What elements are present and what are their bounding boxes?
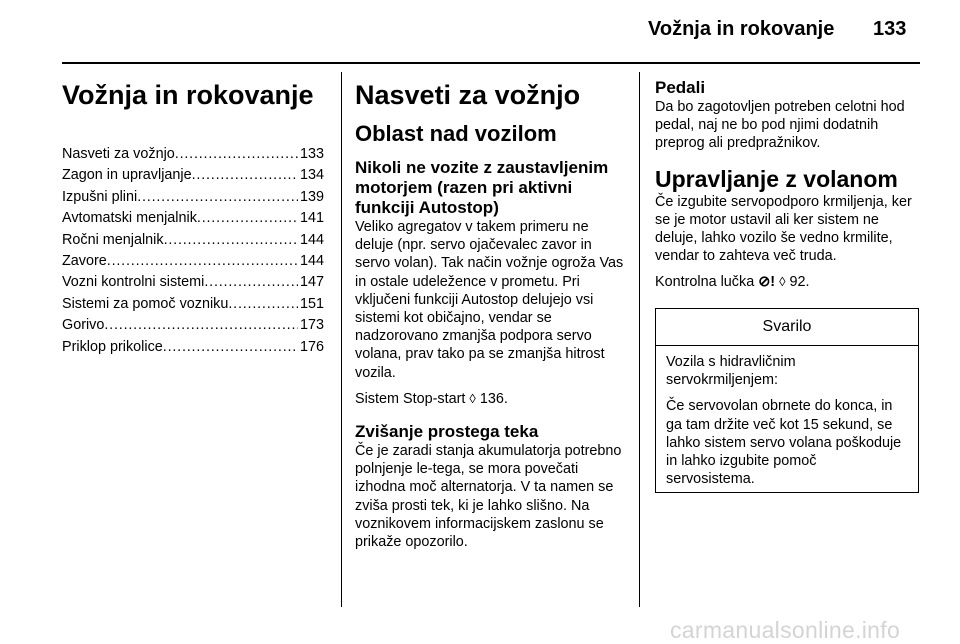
toc-item[interactable] (62, 230, 324, 251)
toc-item-page: 141 (299, 210, 324, 227)
toc-leader (192, 165, 298, 186)
idle-speed-heading: Zvišanje prostega teka (355, 422, 539, 442)
toc-item[interactable] (62, 144, 324, 165)
toc-list (62, 144, 324, 358)
stopstart-label: Sistem Stop-start (355, 390, 466, 407)
page-reference-icon: ◊ (469, 390, 476, 406)
control-light-reference (655, 273, 920, 291)
column-divider (341, 72, 342, 607)
warning-paragraph: Če servovolan obrnete do konca, in ga tam držite več kot 15 sekund, se lahko sistem servo volana poškoduje in lahko izgubite pomoč servosistema. (666, 398, 902, 488)
toc-item-label: Ročni menjalnik (62, 231, 164, 248)
warning-heading: Svarilo (656, 309, 918, 346)
watermark: carmanualsonline.info (670, 617, 901, 643)
toc-item[interactable] (62, 337, 324, 358)
toc-item-label: Izpušni plini (62, 188, 138, 205)
chapter-toc-column (62, 72, 324, 358)
subsection-title: Oblast nad vozilom (355, 121, 557, 146)
steering-warning-light-icon: ⊘! (758, 274, 776, 291)
toc-item-page: 133 (299, 146, 324, 162)
pedals-paragraph: Da bo zagotovljen potreben celotni hod pedal, naj ne bo pod njimi dodatnih preprog ali predpražnikov. (655, 99, 905, 152)
driving-hints-column (355, 72, 625, 551)
toc-leader (164, 230, 298, 251)
toc-item-label: Zagon in upravljanje (62, 167, 192, 184)
toc-item-label: Nasveti za vožnjo (62, 146, 175, 162)
toc-item-page: 144 (299, 231, 324, 248)
idle-speed-paragraph: Če je zaradi stanja akumulatorja potrebno polnjenje le-tega, se mora povečati izhodna moč alternatorja. V ta namen se zviša prosti tek, ki je lahko slišno. Na voznikovem informacijskem zaslonu se prikaže opozorilo. (355, 443, 622, 551)
toc-item[interactable] (62, 187, 324, 208)
toc-item-page: 151 (299, 295, 324, 312)
toc-leader (104, 315, 298, 336)
toc-item-label: Zavore (62, 253, 107, 270)
autostop-heading: Nikoli ne vozite z zaustavljenim motorjem (razen pri aktivni funkciji Autostop) (355, 158, 609, 217)
autostop-paragraph: Veliko agregatov v takem primeru ne deluje (npr. servo ojačevalec zavor in servo volan). Tak način vožnje ogroža Vas in ostale udeležence v prometu. Pri vključeni funkciji Autostop delujejo vsi sistemi kot običajno, vendar se nadzorovano zmanjša podpora servo volana, prav tako pa se zmanjša hitrost vozila. (355, 219, 624, 381)
chapter-title: Vožnja in rokovanje (62, 80, 314, 110)
control-light-page-link[interactable]: 92. (789, 274, 810, 291)
page-number: 133 (873, 18, 907, 40)
stopstart-page-link[interactable]: 136. (479, 390, 508, 407)
warning-body (656, 346, 918, 488)
stopstart-reference (355, 390, 625, 408)
toc-item-page: 134 (299, 167, 324, 184)
toc-item[interactable] (62, 208, 324, 229)
toc-item-label: Vozni kontrolni sistemi (62, 274, 205, 291)
toc-leader (137, 187, 298, 208)
toc-leader (175, 144, 298, 165)
toc-leader (197, 208, 298, 229)
toc-item-page: 144 (299, 253, 324, 270)
toc-item[interactable] (62, 272, 324, 293)
toc-leader (107, 251, 298, 272)
warning-paragraph: Vozila s hidravličnim servokrmiljenjem: (666, 354, 796, 389)
pedals-steering-column (655, 72, 920, 292)
control-light-label: Kontrolna lučka (655, 274, 755, 291)
toc-leader (204, 272, 298, 293)
toc-item[interactable] (62, 315, 324, 336)
toc-item[interactable] (62, 251, 324, 272)
steering-paragraph: Če izgubite servopodporo krmiljenja, ker se je motor ustavil ali ker sistem ne deluje, lahko vozilo še vedno krmilite, vendar to zahteva več truda. (655, 193, 912, 265)
section-title: Nasveti za vožnjo (355, 80, 581, 110)
toc-leader (163, 337, 298, 358)
page-reference-icon: ◊ (779, 274, 786, 290)
toc-item-page: 147 (299, 274, 324, 291)
toc-item[interactable] (62, 165, 324, 186)
header-rule (62, 62, 920, 64)
toc-item-page: 139 (299, 188, 324, 205)
toc-item-label: Gorivo (62, 317, 105, 334)
toc-leader (228, 294, 298, 315)
steering-heading: Upravljanje z volanom (655, 165, 898, 192)
column-divider (639, 72, 640, 607)
toc-item-label: Priklop prikolice (62, 338, 163, 355)
running-header-title: Vožnja in rokovanje (648, 18, 835, 40)
pedals-heading: Pedali (655, 78, 706, 97)
toc-item[interactable] (62, 294, 324, 315)
toc-item-page: 173 (299, 317, 324, 334)
toc-item-page: 176 (299, 338, 324, 355)
warning-box (655, 308, 919, 493)
toc-item-label: Avtomatski menjalnik (62, 210, 197, 227)
toc-item-label: Sistemi za pomoč vozniku (62, 295, 229, 312)
